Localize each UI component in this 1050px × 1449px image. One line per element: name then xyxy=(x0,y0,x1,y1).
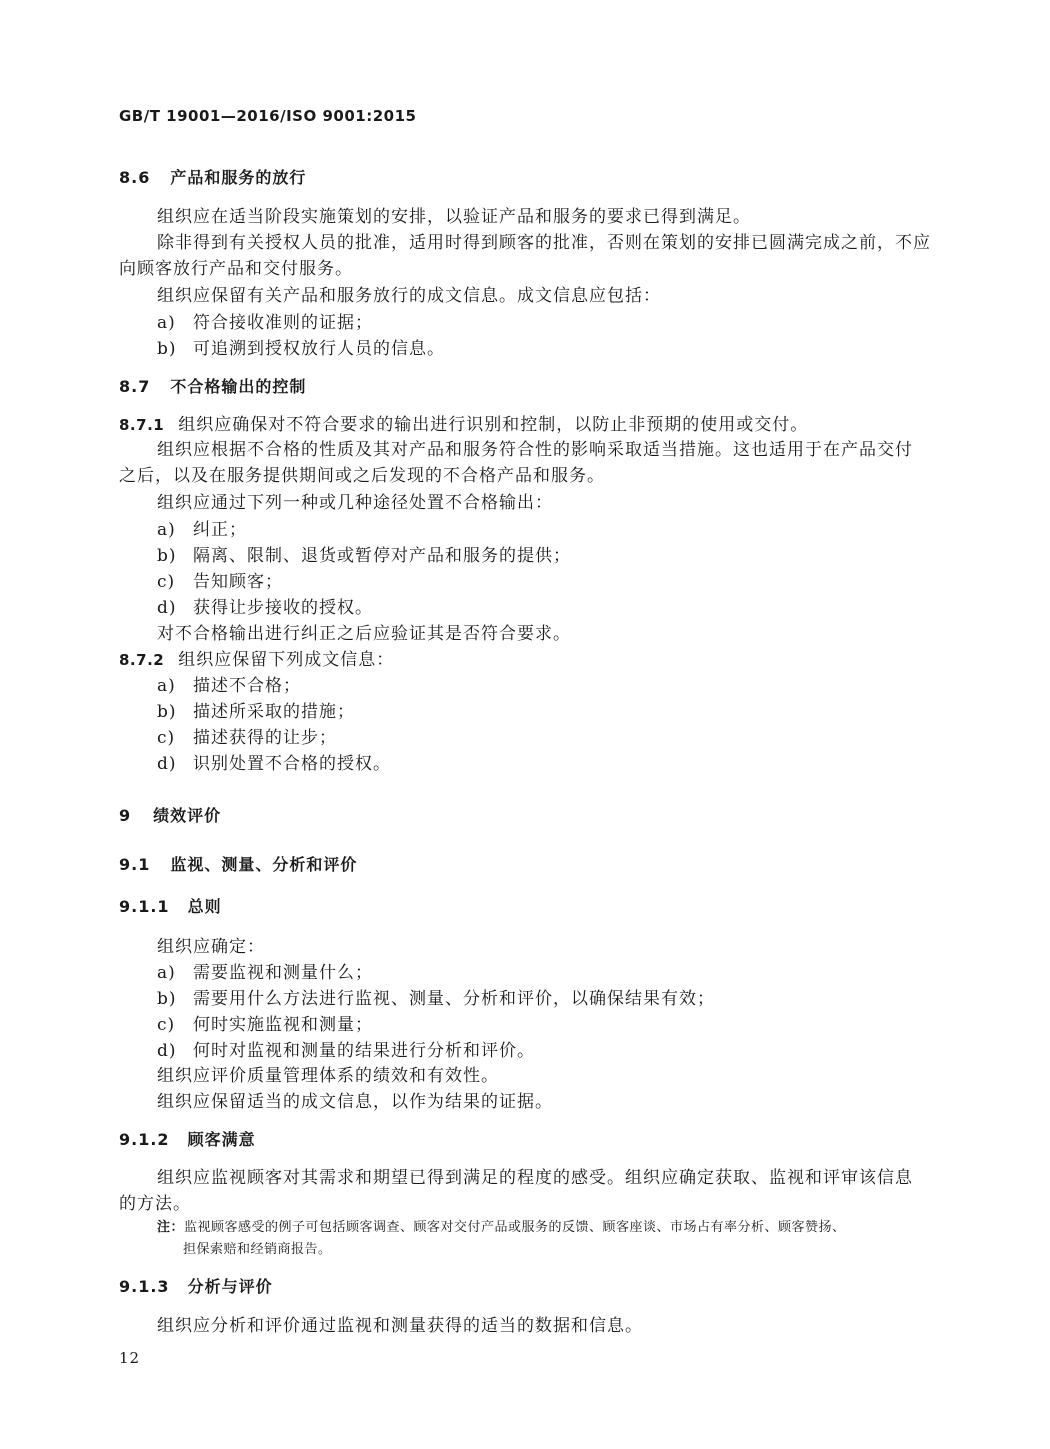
list-item xyxy=(157,700,355,724)
list-item xyxy=(157,544,571,568)
list-text: 告知顾客； xyxy=(193,572,283,592)
list-item xyxy=(157,518,247,542)
note-text: 监视顾客感受的例子可包括顾客调查、顾客对交付产品或服务的反馈、顾客座谈、市场占有率分析、顾客赞扬、 xyxy=(184,1220,846,1235)
section-title: 顾客满意 xyxy=(187,1130,256,1149)
list-marker: d) xyxy=(157,1041,177,1061)
list-item xyxy=(157,1039,535,1063)
list-marker: b) xyxy=(157,702,177,722)
list-marker: a) xyxy=(157,520,176,540)
list-item xyxy=(157,752,391,776)
paragraph: 对不合格输出进行纠正之后应验证其是否符合要求。 xyxy=(157,624,571,644)
list-text: 何时对监视和测量的结果进行分析和评价。 xyxy=(193,1041,535,1061)
list-marker: c) xyxy=(157,1015,176,1035)
list-marker: c) xyxy=(157,572,176,592)
list-text: 需要监视和测量什么； xyxy=(193,963,373,983)
section-number: 9.1 xyxy=(119,855,151,874)
page-number: 12 xyxy=(119,1349,141,1367)
note xyxy=(157,1218,846,1238)
section-number: 9 xyxy=(119,806,132,825)
paragraph: 组织应评价质量管理体系的绩效和有效性。 xyxy=(157,1066,499,1086)
section-title: 监视、测量、分析和评价 xyxy=(170,855,358,874)
list-item xyxy=(157,1013,373,1037)
paragraph: 组织应监视顾客对其需求和期望已得到满足的程度的感受。组织应确定获取、监视和评审该信息 xyxy=(157,1168,913,1188)
paragraph: 除非得到有关授权人员的批准，适用时得到顾客的批准，否则在策划的安排已圆满完成之前，不应 xyxy=(157,233,931,253)
clause-number: 8.7.1 xyxy=(119,416,165,434)
section-9-1-1-heading xyxy=(119,895,222,919)
paragraph: 组织应确定： xyxy=(157,937,265,957)
list-text: 何时实施监视和测量； xyxy=(193,1015,373,1035)
note-label: 注： xyxy=(157,1220,185,1235)
list-text: 需要用什么方法进行监视、测量、分析和评价，以确保结果有效； xyxy=(193,989,715,1009)
list-text: 隔离、限制、退货或暂停对产品和服务的提供； xyxy=(193,546,571,566)
document-header: GB/T 19001—2016/ISO 9001:2015 xyxy=(119,107,417,125)
section-8-7-heading xyxy=(119,375,306,399)
paragraph: 组织应在适当阶段实施策划的安排，以验证产品和服务的要求已得到满足。 xyxy=(157,207,751,227)
paragraph: 向顾客放行产品和交付服务。 xyxy=(119,259,353,279)
list-marker: d) xyxy=(157,598,177,618)
list-item xyxy=(157,987,715,1011)
paragraph: 组织应保留有关产品和服务放行的成文信息。成文信息应包括： xyxy=(157,286,661,306)
list-marker: a) xyxy=(157,963,176,983)
section-title: 分析与评价 xyxy=(187,1277,273,1296)
list-text: 识别处置不合格的授权。 xyxy=(193,754,391,774)
note-continuation: 担保索赔和经销商报告。 xyxy=(183,1242,332,1257)
section-number: 9.1.2 xyxy=(119,1130,170,1149)
list-text: 可追溯到授权放行人员的信息。 xyxy=(193,339,445,359)
paragraph: 组织应根据不合格的性质及其对产品和服务符合性的影响采取适当措施。这也适用于在产品交付 xyxy=(157,440,913,460)
list-item xyxy=(157,570,283,594)
list-marker: a) xyxy=(157,676,176,696)
clause-number: 8.7.2 xyxy=(119,651,165,669)
list-marker: a) xyxy=(157,313,176,333)
section-number: 9.1.1 xyxy=(119,897,170,916)
list-item xyxy=(157,337,445,361)
section-number: 9.1.3 xyxy=(119,1277,170,1296)
list-text: 获得让步接收的授权。 xyxy=(193,598,373,618)
section-title: 不合格输出的控制 xyxy=(170,377,307,396)
section-number: 8.7 xyxy=(119,377,151,396)
clause-text: 组织应保留下列成文信息： xyxy=(178,650,395,670)
paragraph: 组织应通过下列一种或几种途径处置不合格输出： xyxy=(157,493,553,513)
list-marker: b) xyxy=(157,339,177,359)
clause-text: 组织应确保对不符合要求的输出进行识别和控制，以防止非预期的使用或交付。 xyxy=(178,415,809,435)
list-item xyxy=(157,311,373,335)
section-9-1-2-heading xyxy=(119,1128,256,1152)
paragraph: 之后，以及在服务提供期间或之后发现的不合格产品和服务。 xyxy=(119,466,605,486)
list-text: 纠正； xyxy=(193,520,247,540)
section-title: 绩效评价 xyxy=(153,806,222,825)
section-9-heading xyxy=(119,804,221,828)
section-9-1-3-heading xyxy=(119,1275,273,1299)
section-title: 总则 xyxy=(187,897,222,916)
list-item xyxy=(157,726,337,750)
list-item xyxy=(157,674,301,698)
list-marker: b) xyxy=(157,546,177,566)
list-marker: c) xyxy=(157,728,176,748)
list-text: 描述所采取的措施； xyxy=(193,702,355,722)
list-marker: d) xyxy=(157,754,177,774)
clause-8-7-2 xyxy=(119,648,394,672)
paragraph: 组织应分析和评价通过监视和测量获得的适当的数据和信息。 xyxy=(157,1316,643,1336)
list-item xyxy=(157,596,373,620)
list-text: 描述不合格； xyxy=(193,676,301,696)
section-9-1-heading xyxy=(119,853,357,877)
clause-8-7-1 xyxy=(119,413,808,437)
section-number: 8.6 xyxy=(119,168,151,187)
paragraph: 组织应保留适当的成文信息，以作为结果的证据。 xyxy=(157,1092,553,1112)
list-marker: b) xyxy=(157,989,177,1009)
list-text: 符合接收准则的证据； xyxy=(193,313,373,333)
section-title: 产品和服务的放行 xyxy=(170,168,307,187)
list-item xyxy=(157,961,373,985)
list-text: 描述获得的让步； xyxy=(193,728,337,748)
paragraph: 的方法。 xyxy=(119,1194,191,1214)
section-8-6-heading xyxy=(119,166,306,190)
